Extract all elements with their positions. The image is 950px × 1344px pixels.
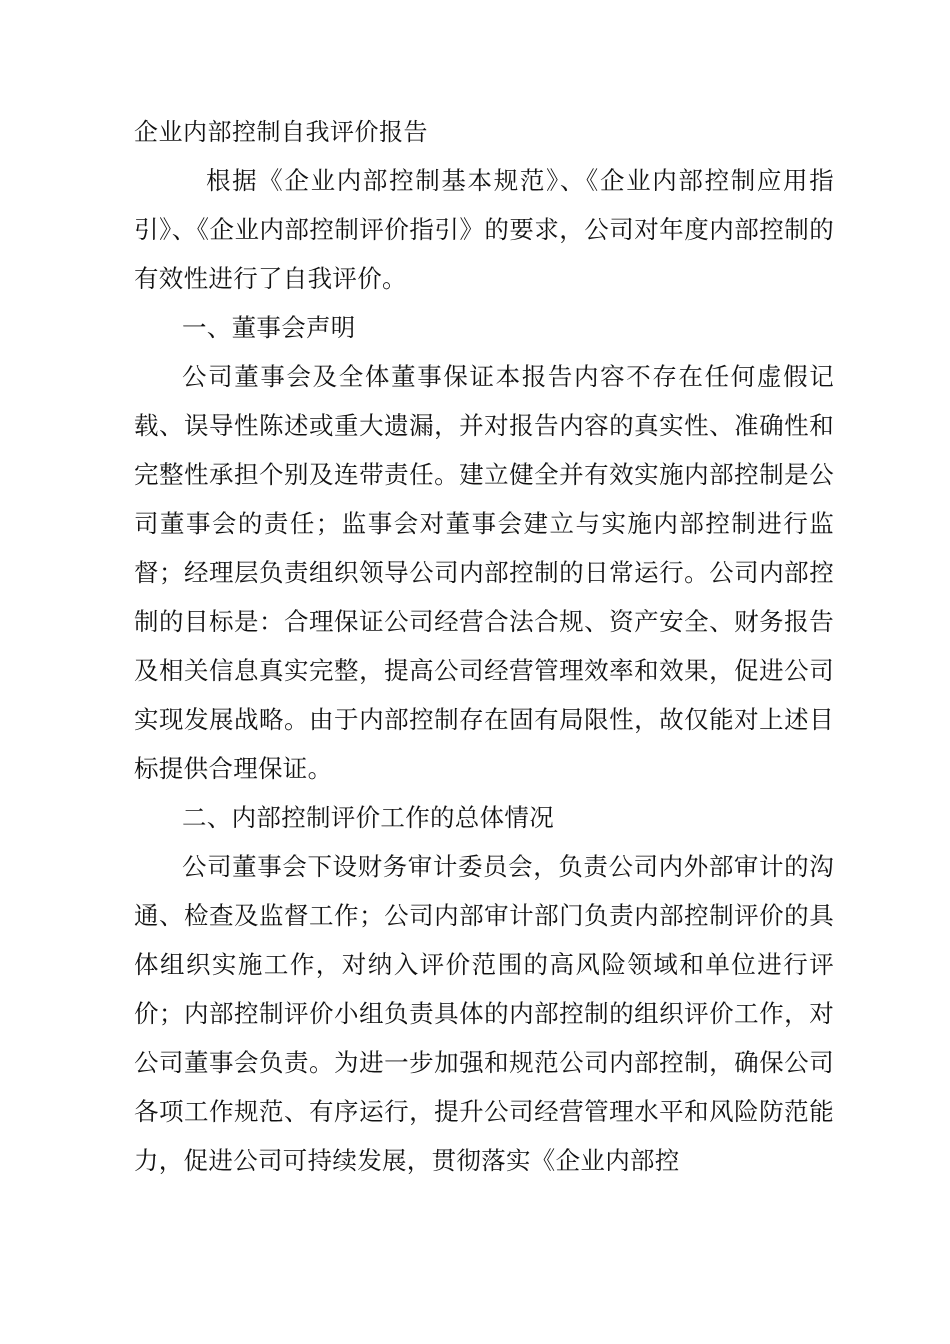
document-title: 企业内部控制自我评价报告: [134, 118, 428, 146]
section-1-heading: 一、董事会声明: [182, 313, 356, 342]
section-2-paragraph: 公司董事会下设财务审计委员会，负责公司内外部审计的沟通、检查及监督工作；公司内部审计部门负责内部控制评价的具体组织实施工作，对纳入评价范围的高风险领域和单位进行评价；内部控制评价小组负责具体的内部控制的组织评价工作，对公司董事会负责。为进一步加强和规范公司内部控制，确保公司各项工作规范、有序运行，提升公司经营管理水平和风险防范能力，促进公司可持续发展，贯彻落实《企业内部控: [134, 852, 834, 1175]
intro-paragraph: 根据《企业内部控制基本规范》、《企业内部控制应用指引》、《企业内部控制评价指引》的要求，公司对年度内部控制的有效性进行了自我评价。: [134, 166, 834, 293]
section-1-paragraph: 公司董事会及全体董事保证本报告内容不存在任何虚假记载、误导性陈述或重大遗漏，并对报告内容的真实性、准确性和完整性承担个别及连带责任。建立健全并有效实施内部控制是公司董事会的责任；监事会对董事会建立与实施内部控制进行监督；经理层负责组织领导公司内部控制的日常运行。公司内部控制的目标是：合理保证公司经营合法合规、资产安全、财务报告及相关信息真实完整，提高公司经营管理效率和效果，促进公司实现发展战略。由于内部控制存在固有局限性，故仅能对上述目标提供合理保证。: [134, 362, 834, 783]
document-body: [134, 112, 834, 1185]
section-2-heading: 二、内部控制评价工作的总体情况: [182, 803, 554, 832]
